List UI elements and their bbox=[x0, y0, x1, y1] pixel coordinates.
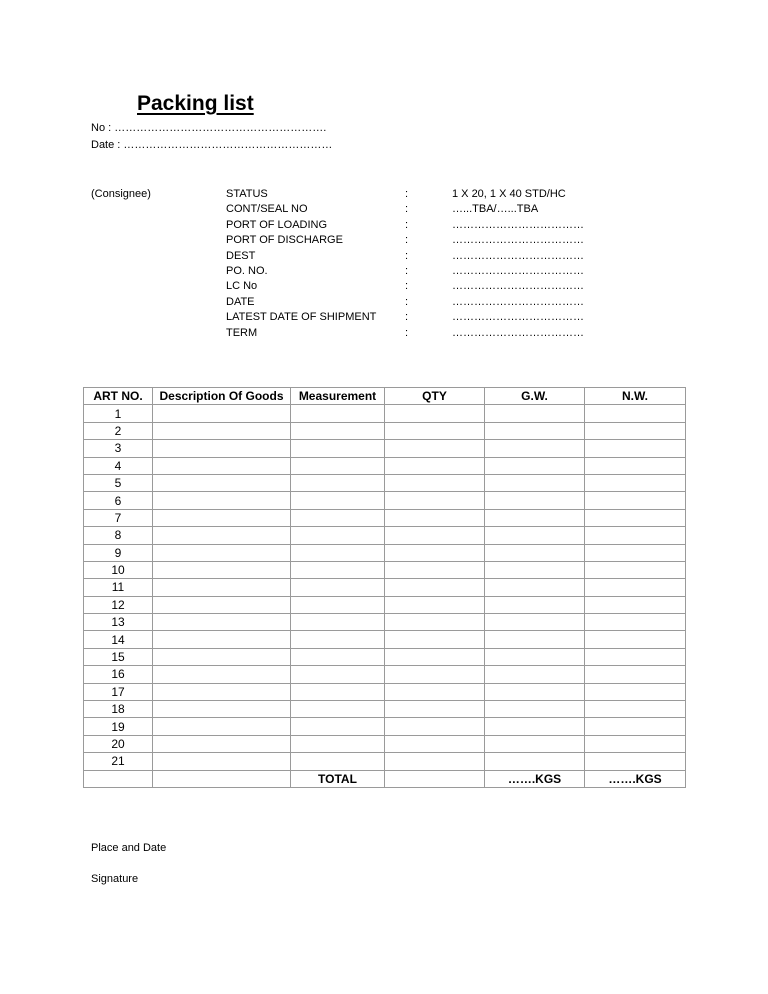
empty-cell bbox=[291, 440, 385, 457]
table-row bbox=[84, 561, 686, 578]
empty-cell bbox=[291, 422, 385, 439]
empty-cell bbox=[585, 474, 686, 491]
art-no-cell: 4 bbox=[84, 457, 153, 474]
empty-cell bbox=[385, 631, 485, 648]
empty-cell bbox=[291, 561, 385, 578]
empty-cell bbox=[385, 422, 485, 439]
empty-cell bbox=[585, 440, 686, 457]
empty-cell bbox=[385, 509, 485, 526]
date-line: Date : ………………………………………………… bbox=[91, 139, 333, 151]
empty-cell bbox=[485, 701, 585, 718]
art-no-cell: 20 bbox=[84, 735, 153, 752]
total-row bbox=[84, 770, 686, 787]
empty-cell bbox=[585, 422, 686, 439]
empty-cell bbox=[585, 614, 686, 631]
place-and-date-label: Place and Date bbox=[91, 842, 167, 854]
field-value: 1 X 20, 1 X 40 STD/HC bbox=[452, 188, 566, 200]
table-row bbox=[84, 701, 686, 718]
packing-table bbox=[83, 387, 686, 788]
empty-cell bbox=[585, 527, 686, 544]
empty-cell bbox=[153, 440, 291, 457]
empty-cell bbox=[485, 666, 585, 683]
field-value: ……………………………… bbox=[452, 218, 584, 231]
empty-cell bbox=[153, 735, 291, 752]
field-value: ……………………………… bbox=[452, 265, 584, 277]
empty-cell bbox=[291, 648, 385, 665]
table-row bbox=[84, 440, 686, 457]
empty-cell bbox=[385, 474, 485, 491]
field-value: ……………………………… bbox=[452, 326, 584, 339]
empty-cell bbox=[153, 683, 291, 700]
empty-cell bbox=[385, 614, 485, 631]
table-row bbox=[84, 648, 686, 665]
field-label: LC No bbox=[226, 280, 258, 293]
field-label: STATUS bbox=[226, 188, 268, 200]
field-value: ……………………………… bbox=[452, 280, 584, 293]
field-label: TERM bbox=[226, 326, 258, 339]
empty-cell bbox=[153, 422, 291, 439]
art-no-cell: 1 bbox=[84, 405, 153, 422]
empty-cell bbox=[291, 614, 385, 631]
empty-cell bbox=[153, 474, 291, 491]
art-no-cell: 12 bbox=[84, 596, 153, 613]
empty-cell bbox=[153, 457, 291, 474]
empty-cell bbox=[291, 509, 385, 526]
empty-cell bbox=[385, 718, 485, 735]
field-colon: : bbox=[405, 295, 409, 308]
empty-cell bbox=[385, 648, 485, 665]
empty-cell bbox=[385, 457, 485, 474]
total-qty-cell bbox=[385, 770, 485, 787]
empty-cell bbox=[585, 631, 686, 648]
empty-cell bbox=[485, 614, 585, 631]
field-label: CONT/SEAL NO bbox=[226, 203, 308, 216]
empty-cell bbox=[485, 474, 585, 491]
table-row bbox=[84, 405, 686, 422]
empty-cell bbox=[385, 440, 485, 457]
col-art-no: ART NO. bbox=[84, 388, 153, 405]
empty-cell bbox=[385, 666, 485, 683]
art-no-cell: 8 bbox=[84, 527, 153, 544]
empty-cell bbox=[385, 544, 485, 561]
table-row bbox=[84, 718, 686, 735]
empty-cell bbox=[291, 492, 385, 509]
table-row bbox=[84, 579, 686, 596]
field-label: DATE bbox=[226, 295, 255, 308]
table-row bbox=[84, 509, 686, 526]
art-no-cell: 15 bbox=[84, 648, 153, 665]
field-colon: : bbox=[405, 265, 409, 277]
art-no-cell: 2 bbox=[84, 422, 153, 439]
art-no-cell: 11 bbox=[84, 579, 153, 596]
total-empty-cell bbox=[84, 770, 153, 787]
empty-cell bbox=[585, 509, 686, 526]
empty-cell bbox=[485, 683, 585, 700]
empty-cell bbox=[291, 527, 385, 544]
empty-cell bbox=[291, 544, 385, 561]
table-row bbox=[84, 614, 686, 631]
empty-cell bbox=[153, 718, 291, 735]
field-label: PORT OF DISCHARGE bbox=[226, 234, 343, 247]
empty-cell bbox=[153, 509, 291, 526]
empty-cell bbox=[585, 701, 686, 718]
empty-cell bbox=[585, 735, 686, 752]
empty-cell bbox=[585, 457, 686, 474]
field-colon: : bbox=[405, 280, 409, 293]
empty-cell bbox=[485, 735, 585, 752]
empty-cell bbox=[385, 579, 485, 596]
art-no-cell: 10 bbox=[84, 561, 153, 578]
consignee-label: (Consignee) bbox=[91, 188, 151, 200]
empty-cell bbox=[153, 631, 291, 648]
table-row bbox=[84, 457, 686, 474]
field-label: PO. NO. bbox=[226, 265, 268, 277]
empty-cell bbox=[485, 648, 585, 665]
empty-cell bbox=[153, 544, 291, 561]
empty-cell bbox=[153, 614, 291, 631]
empty-cell bbox=[485, 753, 585, 770]
table-row bbox=[84, 422, 686, 439]
table-row bbox=[84, 474, 686, 491]
art-no-cell: 17 bbox=[84, 683, 153, 700]
total-nw: …….KGS bbox=[585, 770, 686, 787]
empty-cell bbox=[291, 457, 385, 474]
empty-cell bbox=[585, 718, 686, 735]
art-no-cell: 18 bbox=[84, 701, 153, 718]
empty-cell bbox=[585, 492, 686, 509]
empty-cell bbox=[291, 701, 385, 718]
empty-cell bbox=[585, 544, 686, 561]
empty-cell bbox=[153, 405, 291, 422]
field-colon: : bbox=[405, 326, 409, 339]
empty-cell bbox=[153, 596, 291, 613]
table-header-row bbox=[84, 388, 686, 405]
empty-cell bbox=[485, 718, 585, 735]
table-row bbox=[84, 527, 686, 544]
empty-cell bbox=[585, 683, 686, 700]
empty-cell bbox=[585, 648, 686, 665]
empty-cell bbox=[153, 492, 291, 509]
empty-cell bbox=[385, 492, 485, 509]
empty-cell bbox=[585, 579, 686, 596]
field-colon: : bbox=[405, 311, 409, 324]
empty-cell bbox=[153, 701, 291, 718]
empty-cell bbox=[153, 648, 291, 665]
field-value: ……………………………… bbox=[452, 295, 584, 308]
empty-cell bbox=[385, 735, 485, 752]
empty-cell bbox=[291, 631, 385, 648]
empty-cell bbox=[153, 753, 291, 770]
art-no-cell: 14 bbox=[84, 631, 153, 648]
art-no-cell: 6 bbox=[84, 492, 153, 509]
table-row bbox=[84, 631, 686, 648]
empty-cell bbox=[385, 405, 485, 422]
field-colon: : bbox=[405, 188, 409, 200]
art-no-cell: 21 bbox=[84, 753, 153, 770]
table-row bbox=[84, 596, 686, 613]
empty-cell bbox=[485, 440, 585, 457]
empty-cell bbox=[153, 561, 291, 578]
table-row bbox=[84, 753, 686, 770]
art-no-cell: 5 bbox=[84, 474, 153, 491]
empty-cell bbox=[291, 683, 385, 700]
empty-cell bbox=[385, 527, 485, 544]
empty-cell bbox=[385, 596, 485, 613]
empty-cell bbox=[485, 561, 585, 578]
field-value: ……………………………… bbox=[452, 311, 584, 324]
field-value: ……………………………… bbox=[452, 234, 584, 247]
art-no-cell: 9 bbox=[84, 544, 153, 561]
field-colon: : bbox=[405, 234, 409, 247]
total-empty-cell bbox=[153, 770, 291, 787]
field-value: …...TBA/…...TBA bbox=[452, 203, 539, 216]
empty-cell bbox=[585, 753, 686, 770]
empty-cell bbox=[485, 544, 585, 561]
empty-cell bbox=[385, 561, 485, 578]
art-no-cell: 13 bbox=[84, 614, 153, 631]
empty-cell bbox=[585, 596, 686, 613]
table-row bbox=[84, 683, 686, 700]
signature-label: Signature bbox=[91, 873, 139, 885]
table-row bbox=[84, 492, 686, 509]
empty-cell bbox=[291, 735, 385, 752]
field-label: LATEST DATE OF SHIPMENT bbox=[226, 311, 377, 324]
empty-cell bbox=[485, 457, 585, 474]
empty-cell bbox=[585, 405, 686, 422]
col-gw: G.W. bbox=[485, 388, 585, 405]
no-line: No : …………………………………………………. bbox=[91, 122, 327, 134]
col-measurement: Measurement bbox=[291, 388, 385, 405]
empty-cell bbox=[485, 527, 585, 544]
col-nw: N.W. bbox=[585, 388, 686, 405]
table-row bbox=[84, 544, 686, 561]
field-colon: : bbox=[405, 218, 409, 231]
empty-cell bbox=[485, 405, 585, 422]
empty-cell bbox=[153, 579, 291, 596]
table-row bbox=[84, 666, 686, 683]
empty-cell bbox=[485, 631, 585, 648]
empty-cell bbox=[291, 474, 385, 491]
empty-cell bbox=[485, 422, 585, 439]
field-colon: : bbox=[405, 249, 409, 262]
field-label: DEST bbox=[226, 249, 256, 262]
empty-cell bbox=[485, 579, 585, 596]
col-qty: QTY bbox=[385, 388, 485, 405]
empty-cell bbox=[153, 666, 291, 683]
empty-cell bbox=[585, 561, 686, 578]
art-no-cell: 3 bbox=[84, 440, 153, 457]
empty-cell bbox=[485, 596, 585, 613]
empty-cell bbox=[385, 753, 485, 770]
art-no-cell: 19 bbox=[84, 718, 153, 735]
art-no-cell: 16 bbox=[84, 666, 153, 683]
empty-cell bbox=[291, 753, 385, 770]
field-colon: : bbox=[405, 203, 409, 216]
art-no-cell: 7 bbox=[84, 509, 153, 526]
total-gw: …….KGS bbox=[485, 770, 585, 787]
empty-cell bbox=[291, 596, 385, 613]
empty-cell bbox=[485, 509, 585, 526]
field-label: PORT OF LOADING bbox=[226, 218, 328, 231]
empty-cell bbox=[291, 666, 385, 683]
empty-cell bbox=[385, 683, 485, 700]
table-row bbox=[84, 735, 686, 752]
empty-cell bbox=[291, 579, 385, 596]
page-title: Packing list bbox=[137, 92, 254, 115]
empty-cell bbox=[585, 666, 686, 683]
col-description: Description Of Goods bbox=[153, 388, 291, 405]
empty-cell bbox=[153, 527, 291, 544]
empty-cell bbox=[291, 718, 385, 735]
empty-cell bbox=[291, 405, 385, 422]
total-label: TOTAL bbox=[291, 770, 385, 787]
empty-cell bbox=[485, 492, 585, 509]
empty-cell bbox=[385, 701, 485, 718]
field-value: ……………………………… bbox=[452, 249, 584, 262]
